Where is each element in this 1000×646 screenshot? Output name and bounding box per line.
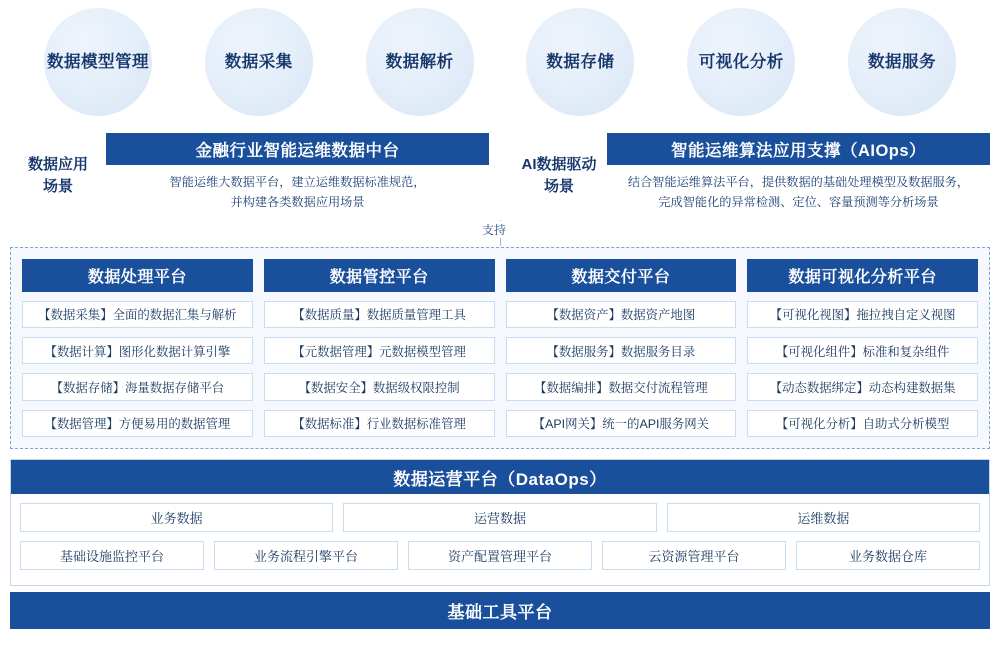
platform-item[interactable]: 【数据标准】行业数据标准管理 <box>264 410 495 437</box>
platform-title-data-governance: 数据管控平台 <box>264 259 495 292</box>
bubble-data-model-management[interactable] <box>44 8 152 116</box>
bubble-visual-analysis[interactable] <box>687 8 795 116</box>
dataops-rows <box>11 494 989 570</box>
connector-label: 支持 <box>478 221 510 238</box>
scenario-desc-line1: 智能运维大数据平台，建立运维数据标准规范， <box>169 175 426 189</box>
dataops-section <box>10 459 990 586</box>
platform-column-data-visualization <box>747 259 978 437</box>
platform-item[interactable]: 【数据安全】数据级权限控制 <box>264 373 495 400</box>
bubble-label: 数据采集 <box>224 52 293 71</box>
scenario-label-line2: 场景 <box>42 178 73 195</box>
dataops-source-cell[interactable]: 业务数据仓库 <box>796 541 980 570</box>
platform-item[interactable]: 【动态数据绑定】动态构建数据集 <box>747 373 978 400</box>
bubble-label: 可视化分析 <box>698 52 784 71</box>
dataops-source-cell[interactable]: 云资源管理平台 <box>602 541 786 570</box>
platform-item[interactable]: 【API网关】统一的API服务网关 <box>506 410 737 437</box>
dataops-row-sources <box>20 541 980 570</box>
scenario-title-aiops-algorithm-support: 智能运维算法应用支撑（AIOps） <box>607 133 990 165</box>
scenario-desc-line2: 并构建各类数据应用场景 <box>230 195 365 210</box>
dataops-domain-cell[interactable]: 运维数据 <box>667 503 980 532</box>
platform-title-data-visualization: 数据可视化分析平台 <box>747 259 978 292</box>
bubble-data-service[interactable] <box>848 8 956 116</box>
scenario-title-fintech-ops-data-midplatform: 金融行业智能运维数据中台 <box>106 133 489 165</box>
platform-item[interactable]: 【数据编排】数据交付流程管理 <box>506 373 737 400</box>
platform-item[interactable]: 【元数据管理】元数据模型管理 <box>264 337 495 364</box>
dataops-domain-cell[interactable]: 运营数据 <box>343 503 656 532</box>
platform-item[interactable]: 【数据资产】数据资产地图 <box>506 301 737 328</box>
scenario-label-data-application <box>10 133 106 219</box>
scenario-body-data-application <box>106 133 489 219</box>
scenario-desc-line1: 结合智能运维算法平台，提供数据的基础处理模型及数据服务， <box>627 175 970 189</box>
scenario-data-application <box>10 133 489 219</box>
platform-item[interactable]: 【数据服务】数据服务目录 <box>506 337 737 364</box>
bubble-label: 数据解析 <box>385 52 454 71</box>
platform-item[interactable]: 【数据存储】海量数据存储平台 <box>22 373 253 400</box>
bubble-label: 数据模型管理 <box>47 52 149 71</box>
platform-item[interactable]: 【数据计算】图形化数据计算引擎 <box>22 337 253 364</box>
scenario-ai-data-driven <box>511 133 990 219</box>
platform-capability-group <box>10 247 990 449</box>
top-capability-bubbles <box>0 8 1000 118</box>
bubble-data-storage[interactable] <box>526 8 634 116</box>
base-tool-platform-bar: 基础工具平台 <box>10 592 990 629</box>
platform-item[interactable]: 【可视化组件】标准和复杂组件 <box>747 337 978 364</box>
dataops-source-cell[interactable]: 基础设施监控平台 <box>20 541 204 570</box>
scenario-description-ai-data-driven <box>607 165 990 219</box>
bubble-label: 数据存储 <box>546 52 615 71</box>
dataops-source-cell[interactable]: 资产配置管理平台 <box>408 541 592 570</box>
platform-item[interactable]: 【可视化分析】自助式分析模型 <box>747 410 978 437</box>
scenario-row <box>10 133 990 219</box>
dataops-title: 数据运营平台（DataOps） <box>11 460 989 494</box>
bubble-data-parsing[interactable] <box>366 8 474 116</box>
platform-item[interactable]: 【数据管理】方便易用的数据管理 <box>22 410 253 437</box>
platform-item[interactable]: 【数据采集】全面的数据汇集与解析 <box>22 301 253 328</box>
platform-item[interactable]: 【数据质量】数据质量管理工具 <box>264 301 495 328</box>
support-connector <box>0 220 1000 246</box>
scenario-label-line1: 数据应用 <box>27 155 88 173</box>
bubble-label: 数据服务 <box>867 52 936 71</box>
platform-column-data-governance <box>264 259 495 437</box>
scenario-body-ai-data-driven <box>607 133 990 219</box>
platform-column-data-processing <box>22 259 253 437</box>
dataops-row-domains <box>20 503 980 532</box>
scenario-label-ai-data-driven <box>511 133 607 219</box>
scenario-desc-line2: 完成智能化的异常检测、定位、容量预测等分析场景 <box>658 195 939 210</box>
dataops-source-cell[interactable]: 业务流程引擎平台 <box>214 541 398 570</box>
scenario-label-line1: AI数据驱动 <box>521 155 597 173</box>
platform-item[interactable]: 【可视化视图】拖拉拽自定义视图 <box>747 301 978 328</box>
bubble-data-collection[interactable] <box>205 8 313 116</box>
platform-title-data-processing: 数据处理平台 <box>22 259 253 292</box>
platform-column-data-delivery <box>506 259 737 437</box>
platform-title-data-delivery: 数据交付平台 <box>506 259 737 292</box>
dataops-domain-cell[interactable]: 业务数据 <box>20 503 333 532</box>
scenario-label-line2: 场景 <box>543 178 574 195</box>
scenario-description-data-application <box>106 165 489 219</box>
